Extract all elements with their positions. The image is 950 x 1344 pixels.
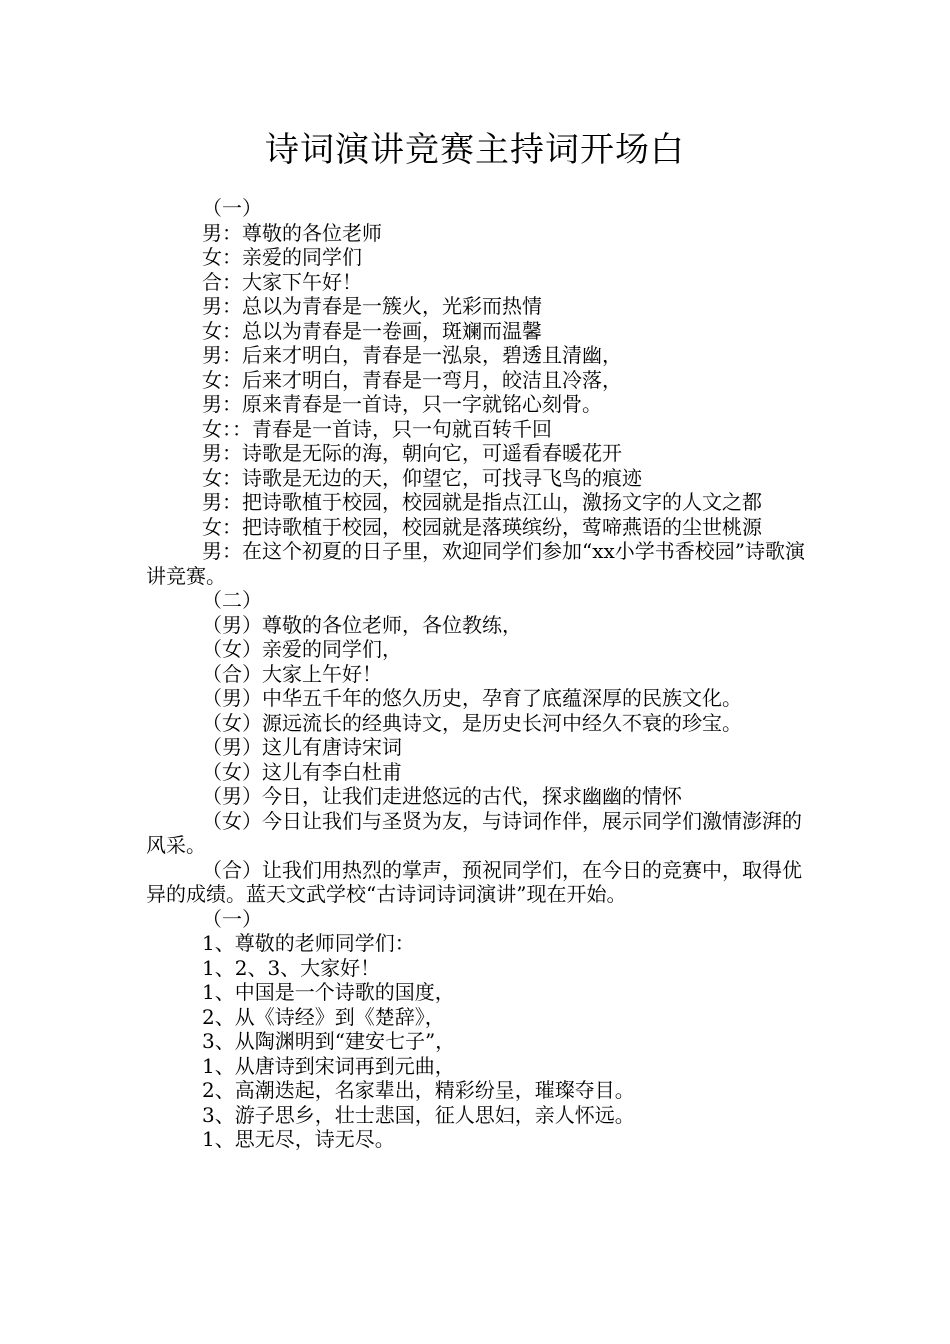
paragraph: 男：原来青春是一首诗，只一字就铭心刻骨。 — [202, 392, 602, 416]
paragraph: 1、从唐诗到宋词再到元曲， — [202, 1053, 455, 1078]
paragraph: 2、从《诗经》到《楚辞》， — [202, 1004, 445, 1029]
paragraph: （男）这儿有唐诗宋词 — [202, 735, 402, 759]
paragraph: 女：后来才明白，青春是一弯月，皎洁且冷落， — [202, 367, 622, 392]
paragraph: 2、高潮迭起，名家辈出，精彩纷呈，璀璨夺目。 — [202, 1078, 635, 1102]
paragraph: 合：大家下午好！ — [202, 269, 362, 294]
paragraph: （合）让我们用热烈的掌声，预祝同学们，在今日的竞赛中，取得优异的成绩。蓝天文武学校“古诗词诗词演讲”现在开始。 — [146, 857, 802, 906]
paragraph: 女：诗歌是无边的天，仰望它，可找寻飞鸟的痕迹 — [202, 465, 642, 490]
paragraph: （女）今日让我们与圣贤为友，与诗词作伴，展示同学们激情澎湃的风采。 — [146, 808, 802, 857]
document-title: 诗词演讲竞赛主持词开场白 — [265, 130, 685, 170]
paragraph: 女：：青春是一首诗，只一句就百转千回 — [202, 416, 552, 441]
paragraph: 1、思无尽，诗无尽。 — [202, 1127, 395, 1151]
paragraph: （男）尊敬的各位老师，各位教练， — [202, 612, 522, 637]
paragraph: 1、2、3、大家好！ — [202, 955, 381, 980]
paragraph: （二） — [202, 588, 262, 612]
paragraph: 男：总以为青春是一簇火，光彩而热情 — [202, 294, 542, 318]
paragraph: 3、游子思乡，壮士悲国，征人思妇，亲人怀远。 — [202, 1102, 635, 1127]
paragraph: （一） — [202, 196, 262, 220]
paragraph: 3、从陶渊明到“建安七子”， — [202, 1029, 456, 1053]
paragraph: 女：把诗歌植于校园，校园就是落瑛缤纷，莺啼燕语的尘世桃源 — [202, 514, 762, 539]
paragraph: 男：后来才明白，青春是一泓泉，碧透且清幽， — [202, 343, 622, 367]
paragraph: 女：总以为青春是一卷画，斑斓而温馨 — [202, 318, 542, 343]
paragraph: （一） — [202, 906, 262, 931]
paragraph: 女：亲爱的同学们 — [202, 245, 362, 269]
paragraph: （男）今日，让我们走进悠远的古代，探求幽幽的情怀 — [202, 784, 682, 808]
document-body — [146, 196, 814, 1152]
paragraph: （男）中华五千年的悠久历史，孕育了底蕴深厚的民族文化。 — [202, 686, 742, 710]
paragraph: （女）这儿有李白杜甫 — [202, 759, 402, 784]
paragraph: （合）大家上午好！ — [202, 661, 382, 686]
paragraph: 男：尊敬的各位老师 — [202, 220, 382, 245]
paragraph: （女）源远流长的经典诗文，是历史长河中经久不衰的珍宝。 — [202, 710, 742, 735]
paragraph: 1、中国是一个诗歌的国度， — [202, 980, 455, 1004]
paragraph: 1、尊敬的老师同学们： — [202, 931, 415, 955]
paragraph: 男：诗歌是无际的海，朝向它，可遥看春暖花开 — [202, 441, 622, 465]
paragraph: 男：把诗歌植于校园，校园就是指点江山，激扬文字的人文之都 — [202, 490, 762, 514]
paragraph: （女）亲爱的同学们， — [202, 637, 402, 661]
paragraph: 男：在这个初夏的日子里，欢迎同学们参加“xx小学书香校园”诗歌演讲竞赛。 — [146, 539, 806, 588]
